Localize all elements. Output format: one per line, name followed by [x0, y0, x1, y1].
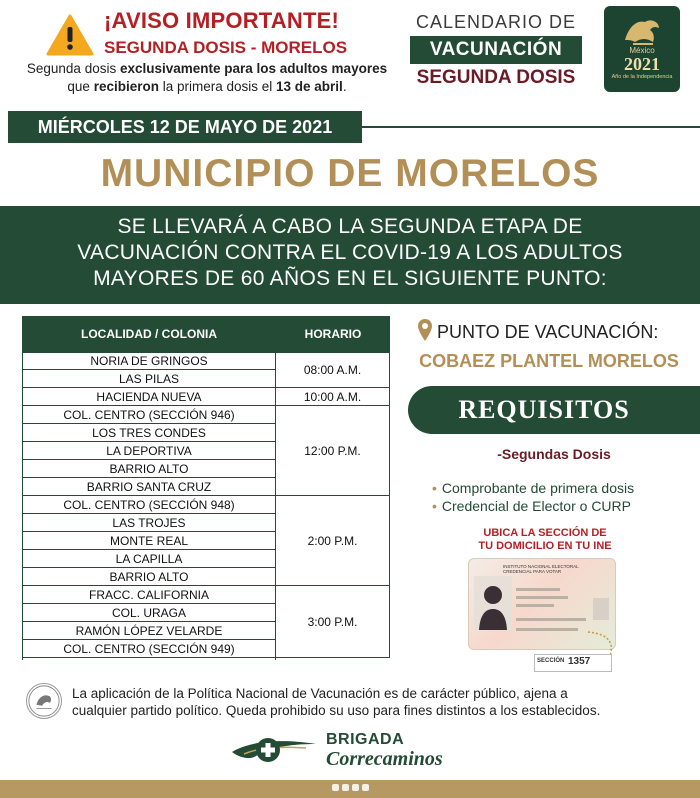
intro-text — [0, 214, 700, 292]
bullet-icon: • — [432, 480, 437, 496]
table-cell-localidad: LA DEPORTIVA — [22, 442, 276, 460]
card-text-line — [516, 588, 560, 591]
twitter-icon[interactable] — [342, 784, 349, 791]
youtube-icon[interactable] — [362, 784, 369, 791]
calendar-title-bottom: SEGUNDA DOSIS — [416, 67, 576, 88]
table-cell-localidad: COL. URAGA — [22, 604, 276, 622]
requisito-item: • Comprobante de primera dosis — [432, 480, 635, 496]
card-text-line — [516, 604, 554, 607]
brigada-correcaminos-logo — [228, 728, 320, 772]
table-cell-horario: 3:00 P.M. — [276, 586, 390, 658]
social-icons — [332, 784, 372, 794]
badge-caption: Año de la Independencia — [611, 74, 673, 80]
requisitos-title: REQUISITOS — [458, 395, 630, 424]
column-header-horario: HORARIO — [304, 327, 362, 341]
table-cell-localidad: MONTE REAL — [22, 532, 276, 550]
alert-title: ¡AVISO IMPORTANTE! — [104, 8, 339, 33]
table-cell-localidad: LAS PILAS — [22, 370, 276, 388]
instagram-icon[interactable] — [352, 784, 359, 791]
table-cell-localidad: HACIENDA NUEVA — [22, 388, 276, 406]
requisito-item: • Credencial de Elector o CURP — [432, 498, 631, 514]
legal-note: La aplicación de la Política Nacional de Vacunación es de carácter público, ajena a cualquier partido político. Queda prohibido su uso para fines distintos a los establecidos. — [72, 686, 601, 718]
calendar-title-mid: VACUNACIÓN — [410, 36, 582, 64]
table-cell-localidad: RAMÓN LÓPEZ VELARDE — [22, 622, 276, 640]
column-header-localidad: LOCALIDAD / COLONIA — [81, 327, 217, 341]
card-mini-photo — [593, 598, 609, 620]
bullet-icon: • — [432, 498, 437, 514]
punto-value: COBAEZ PLANTEL MORELOS — [419, 351, 679, 371]
badge-year: 2021 — [624, 54, 660, 74]
warning-icon — [46, 13, 94, 57]
table-cell-horario: 10:00 A.M. — [276, 388, 390, 406]
location-pin-icon — [417, 318, 433, 342]
table-cell-localidad: COL. CENTRO (SECCIÓN 948) — [22, 496, 276, 514]
table-cell-horario: 08:00 A.M. — [276, 352, 390, 388]
national-seal-icon — [26, 683, 62, 719]
alert-note: Segunda dosis exclusivamente para los adultos mayores que recibieron la primera dosis el 13 de abril. — [26, 61, 388, 94]
table-cell-localidad: LOS TRES CONDES — [22, 424, 276, 442]
table-cell-localidad: BARRIO SANTA CRUZ — [22, 478, 276, 496]
card-text-line — [516, 596, 568, 599]
table-cell-localidad: FRACC. CALIFORNIA — [22, 586, 276, 604]
table-cell-horario: 12:00 P.M. — [276, 406, 390, 496]
intro-line: VACUNACIÓN CONTRA EL COVID-19 A LOS ADULTOS — [77, 241, 623, 264]
divider — [362, 126, 700, 128]
table-cell-localidad: LA CAPILLA — [22, 550, 276, 568]
table-cell-localidad: LAS TROJES — [22, 514, 276, 532]
person-photo-icon — [474, 576, 512, 630]
brigada-label: BRIGADA — [326, 731, 405, 748]
date-banner: MIÉRCOLES 12 DE MAYO DE 2021 — [8, 111, 362, 143]
correcaminos-label: Correcaminos — [326, 748, 443, 770]
card-text-line — [516, 618, 586, 621]
badge-country: México — [629, 46, 655, 55]
calendar-title-top: CALENDARIO DE — [415, 12, 577, 32]
seccion-label: SECCIÓN — [537, 658, 565, 664]
table-cell-localidad: COL. CENTRO (SECCIÓN 949) — [22, 640, 276, 658]
table-cell-localidad: COL. CENTRO (SECCIÓN 946) — [22, 406, 276, 424]
alert-subtitle: SEGUNDA DOSIS - MORELOS — [104, 38, 348, 57]
municipio-title: MUNICIPIO DE MORELOS — [100, 152, 600, 195]
table-cell-localidad: BARRIO ALTO — [22, 460, 276, 478]
ine-card-header: INSTITUTO NACIONAL ELECTORAL CREDENCIAL PARA VOTAR — [503, 564, 579, 574]
table-cell-localidad: NORIA DE GRINGOS — [22, 352, 276, 370]
table-cell-horario: 2:00 P.M. — [276, 496, 390, 586]
requisitos-subtitle: -Segundas Dosis — [497, 446, 611, 462]
card-text-line — [516, 628, 578, 631]
seccion-value: 1357 — [568, 656, 591, 667]
ine-caption: UBICA LA SECCIÓN DE TU DOMICILIO EN TU INE — [478, 527, 612, 552]
table-cell-localidad: BARRIO ALTO — [22, 568, 276, 586]
facebook-icon[interactable] — [332, 784, 339, 791]
punto-label: PUNTO DE VACUNACIÓN: — [437, 322, 659, 342]
intro-line: SE LLEVARÁ A CABO LA SEGUNDA ETAPA DE — [117, 215, 583, 238]
eagle-icon — [619, 14, 665, 48]
intro-line: MAYORES DE 60 AÑOS EN EL SIGUIENTE PUNTO: — [93, 267, 607, 290]
